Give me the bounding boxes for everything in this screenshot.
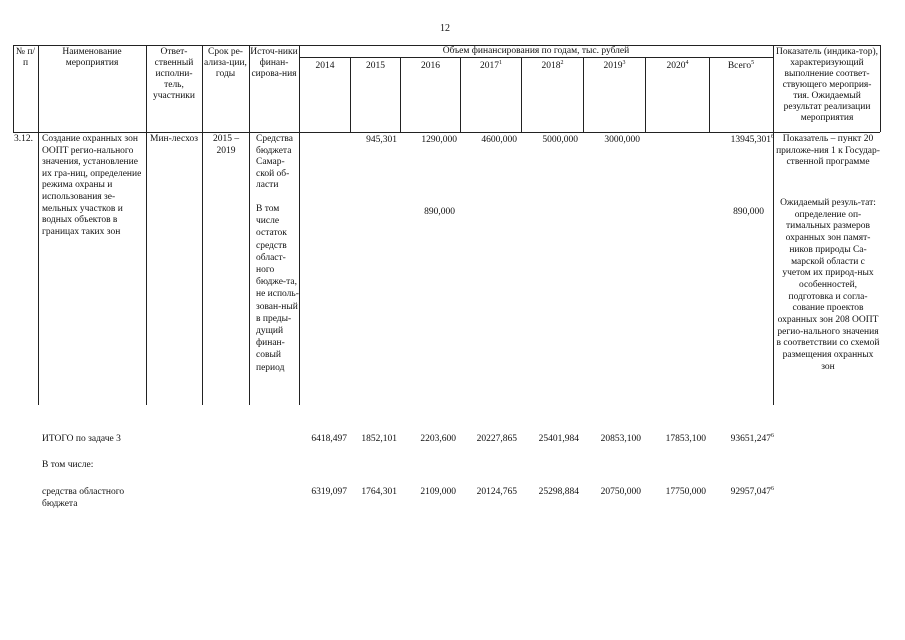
regional-value: 17750,000 [665,487,706,497]
col-divider [38,45,39,405]
totals-label: ИТОГО по задаче 3 [42,434,121,444]
row-value: 3000,000 [604,135,640,145]
header-col-indicator: Показатель (индика-тор), характеризующий выполнение соответ-ствующего мероприя-тия. Ожидаемый результат реализации мероприятия [775,47,878,123]
row-value: 890,000 [424,207,455,217]
row-responsible: Мин-лесхоз [150,134,198,144]
header-year: 2018$^2$ [541,59,564,71]
header-col-source: Источ-ники финан-сирова-ния [250,47,298,79]
row-expected-result: Ожидаемый резуль-тат: определение оп-тимальных размеров охранных зон памят-ников природы Са-марской области с учетом их природ-ных особенностей, подготовка и согла-сование проектов охранных зон 208 ООПТ регио-нального значения в соответствии со схемой размещения охранных зон [776,198,880,372]
regional-value: 2109,000 [420,487,456,497]
totals-value: 20227,865 [476,434,517,444]
row-source-regional-budget: Средства бюджета Самар-ской об-ласти [256,134,293,191]
row-indicator: Показатель – пункт 20 приложе-ния 1 к Государ-ственной программе [776,134,880,168]
page-number: 12 [440,23,450,34]
regional-value: 1764,301 [361,487,397,497]
totals-value: 1852,101 [361,434,397,444]
header-year: 2020$^4$ [666,59,689,71]
regional-value: 20750,000 [600,487,641,497]
header-year: 2014 [315,61,335,71]
totals-value: 20853,100 [600,434,641,444]
row-value: 1290,000 [421,135,457,145]
row-value-total: 890,000 [733,207,764,217]
row-value: 4600,000 [481,135,517,145]
totals-value-total: 93651,247$^6$ [730,432,774,444]
totals-value: 2203,600 [420,434,456,444]
header-year: 2016 [421,61,440,71]
including-label: В том числе: [42,460,94,470]
col-divider [880,45,881,132]
totals-value: 6418,497 [311,434,347,444]
col-divider [773,45,774,405]
header-col-number: № п/п [15,47,36,68]
row-source-remainder: В том числе остаток средств област-ного бюдже-та, не исполь-зован-ный в преды-дущий финан-совый период [256,204,299,373]
col-divider [202,45,203,405]
header-year: 2015 [366,61,385,71]
regional-value: 20124,765 [476,487,517,497]
row-period: 2015 – 2019 [212,134,240,156]
regional-value: 6319,097 [311,487,347,497]
totals-value: 25401,984 [538,434,579,444]
funding-subheader-border [299,57,773,58]
header-col-period: Срок ре-ализа-ции, годы [204,47,247,79]
header-year: 2019$^3$ [603,59,626,71]
header-year: Всего$^5$ [727,59,755,71]
regional-value: 25298,884 [538,487,579,497]
regional-budget-label: средства областного бюджета [42,487,125,509]
totals-value: 17853,100 [665,434,706,444]
header-col-funding: Объем финансирования по годам, тыс. рублей [442,46,630,56]
header-col-name: Наименование мероприятия [62,47,122,68]
col-divider [249,45,250,405]
header-bottom-border [13,132,880,133]
row-name: Создание охранных зон ООПТ регио-нального значения, установление их гра-ниц, определение режима охраны и использования зе-мельных участков и водных объектов в границах таких зон [42,134,142,237]
header-year: 2017$^1$ [480,59,502,71]
row-number: 3.12. [14,134,33,144]
regional-value-total: 92957,047$^6$ [730,485,774,497]
row-value: 945,301 [366,135,397,145]
row-value-total: 13945,301$^6$ [730,133,774,145]
row-value: 5000,000 [542,135,578,145]
header-col-responsible: Ответ-ственный исполни-тель, участники [153,47,195,101]
